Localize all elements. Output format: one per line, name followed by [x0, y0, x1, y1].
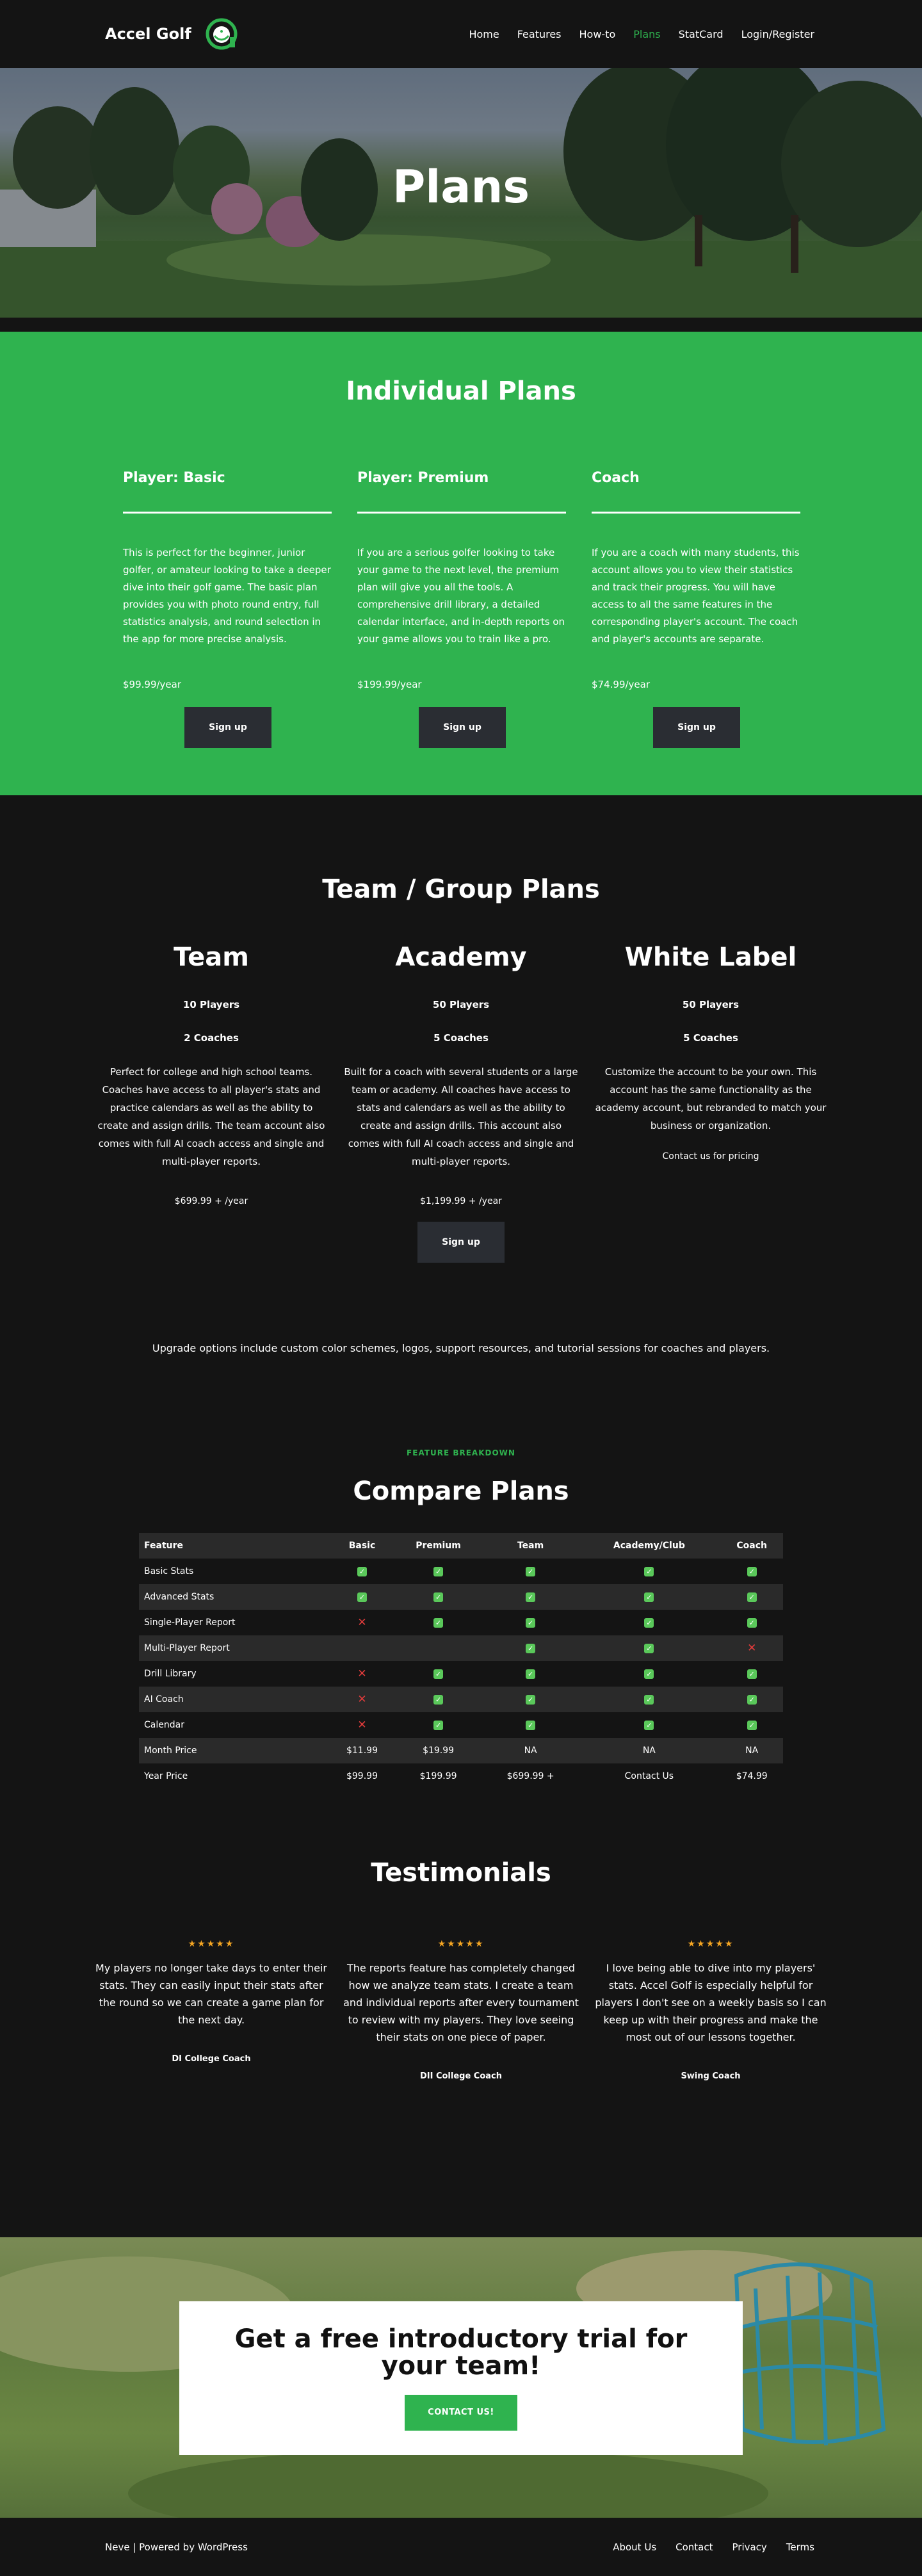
plan-description: If you are a coach with many students, this account allows you to view their statistics and track their progress. You will have access to all the same features in the corresponding player's account. The coach and player's accounts are separate. — [592, 547, 800, 645]
checkmark-icon: ✓ — [526, 1644, 535, 1653]
testimonial-quote: I love being able to dive into my players' stats. Accel Golf is especially helpful for players I don't see on a weekly basis so I can keep up with their progress and make the most out of our lessons together. — [595, 1962, 827, 2043]
table-cell: $199.99 — [419, 1771, 457, 1781]
table-row — [139, 1738, 783, 1763]
plan-name: Team — [174, 943, 249, 972]
upgrade-note: Upgrade options include custom color schemes, logos, support resources, and tutorial sessions for coaches and players. — [152, 1342, 770, 1354]
nav-features[interactable]: Features — [517, 28, 562, 40]
checkmark-icon: ✓ — [526, 1592, 535, 1602]
hero-banner — [0, 68, 922, 318]
included-cell — [483, 1712, 578, 1738]
trial-cta-box — [179, 2301, 743, 2455]
feature-breakdown-label: FEATURE BREAKDOWN — [407, 1448, 515, 1457]
included-cell — [393, 1661, 483, 1687]
checkmark-icon: ✓ — [433, 1618, 443, 1628]
plan-card-white-label — [586, 943, 836, 1206]
not-included-cell — [331, 1661, 394, 1687]
not-included-cell — [720, 1635, 783, 1661]
individual-plans-section — [0, 332, 922, 795]
players-count: 50 Players — [682, 999, 740, 1010]
included-cell — [393, 1610, 483, 1635]
checkmark-icon: ✓ — [357, 1592, 367, 1602]
testimonial-card — [591, 1939, 830, 2081]
plan-price: $699.99 + /year — [174, 1196, 248, 1206]
table-cell: NA — [720, 1738, 783, 1763]
feature-name: Month Price — [139, 1738, 331, 1763]
plan-price: $1,199.99 + /year — [420, 1196, 502, 1206]
footer-nav — [613, 2541, 814, 2553]
checkmark-icon: ✓ — [357, 1567, 367, 1576]
table-row — [139, 1610, 783, 1635]
individual-plans-grid — [0, 470, 922, 748]
footer-credit[interactable]: Neve | Powered by WordPress — [105, 2541, 248, 2553]
plan-description: Built for a coach with several students or a large team or academy. All coaches have access to stats and calendars as well as the ability to create and assign drills. This account also comes with full AI coach access and single and multi-player reports. — [344, 1066, 578, 1167]
footer-terms[interactable]: Terms — [786, 2541, 814, 2553]
checkmark-icon: ✓ — [747, 1592, 757, 1602]
included-cell — [720, 1610, 783, 1635]
checkmark-icon: ✓ — [644, 1592, 654, 1602]
footer-about-us[interactable]: About Us — [613, 2541, 657, 2553]
plan-name: Player: Basic — [123, 470, 225, 486]
testimonial-card — [341, 1939, 581, 2081]
section-divider — [0, 318, 922, 332]
table-cell: NA — [578, 1738, 720, 1763]
checkmark-icon: ✓ — [433, 1592, 443, 1602]
players-count: 50 Players — [432, 999, 490, 1010]
column-header: Coach — [720, 1533, 783, 1559]
table-row — [139, 1661, 783, 1687]
plan-card-academy — [336, 943, 586, 1206]
checkmark-icon: ✓ — [526, 1618, 535, 1628]
included-cell — [393, 1687, 483, 1712]
included-cell — [578, 1559, 720, 1584]
included-cell — [483, 1584, 578, 1610]
checkmark-icon: ✓ — [526, 1567, 535, 1576]
testimonial-quote: The reports feature has completely changed how we analyze team stats. I create a team and individual reports after every tournament to review with my players. They love seeing their stats on one piece of paper. — [343, 1962, 579, 2043]
included-cell — [393, 1559, 483, 1584]
checkmark-icon: ✓ — [433, 1721, 443, 1730]
testimonial-card — [92, 1939, 331, 2081]
sign-up-coach-button[interactable]: Sign up — [653, 707, 740, 748]
included-cell — [720, 1584, 783, 1610]
testimonial-quote: My players no longer take days to enter their stats. They can easily input their stats after the round so we can create a game plan for the next day. — [95, 1962, 327, 2026]
table-cell: NA — [483, 1738, 578, 1763]
table-cell: $19.99 — [393, 1738, 483, 1763]
included-cell — [578, 1635, 720, 1661]
feature-name: Single-Player Report — [144, 1617, 236, 1628]
column-header: Premium — [393, 1533, 483, 1559]
nav-login-register[interactable]: Login/Register — [741, 28, 814, 40]
team-plans-section — [0, 795, 922, 1397]
included-cell — [578, 1610, 720, 1635]
five-star-rating-icon: ★★★★★ — [188, 1939, 235, 1949]
checkmark-icon: ✓ — [747, 1567, 757, 1576]
compare-table — [139, 1533, 783, 1789]
page-title: Plans — [392, 161, 530, 213]
checkmark-icon: ✓ — [747, 1695, 757, 1705]
table-cell — [393, 1635, 483, 1661]
checkmark-icon: ✓ — [526, 1695, 535, 1705]
checkmark-icon: ✓ — [644, 1721, 654, 1730]
column-header: Academy/Club — [578, 1533, 720, 1559]
site-footer — [0, 2518, 922, 2576]
column-header: Team — [483, 1533, 578, 1559]
footer-contact[interactable]: Contact — [675, 2541, 713, 2553]
testimonials-grid — [0, 1939, 922, 2081]
team-signup-wrap — [0, 1222, 922, 1263]
team-plans-title: Team / Group Plans — [322, 875, 600, 904]
plan-card-coach — [592, 470, 800, 748]
included-cell — [720, 1712, 783, 1738]
main-nav — [469, 28, 814, 40]
table-header-row — [139, 1533, 783, 1559]
compare-plans-title: Compare Plans — [353, 1477, 569, 1506]
feature-name: Advanced Stats — [139, 1584, 331, 1610]
included-cell — [483, 1635, 578, 1661]
checkmark-icon: ✓ — [644, 1669, 654, 1679]
plan-card-premium — [357, 470, 566, 748]
table-row — [139, 1712, 783, 1738]
table-cell: Contact Us — [624, 1771, 674, 1781]
included-cell — [483, 1559, 578, 1584]
feature-name: Year Price — [144, 1771, 188, 1781]
included-cell — [578, 1661, 720, 1687]
sign-up-basic-button[interactable]: Sign up — [184, 707, 271, 748]
included-cell — [331, 1559, 394, 1584]
table-row — [139, 1687, 783, 1712]
cross-icon: ✕ — [357, 1667, 367, 1680]
checkmark-icon: ✓ — [747, 1721, 757, 1730]
brand[interactable] — [105, 18, 238, 50]
column-header: Basic — [331, 1533, 394, 1559]
column-header: Feature — [139, 1533, 331, 1559]
coaches-count: 5 Coaches — [683, 1032, 738, 1044]
plan-price: $99.99/year — [123, 679, 182, 690]
testimonial-author: DII College Coach — [419, 2071, 503, 2081]
cross-icon: ✕ — [747, 1642, 757, 1655]
plan-description: Customize the account to be your own. This account has the same functionality as the academy account, but rebranded to match your business or organization. — [595, 1066, 827, 1131]
plan-name: White Label — [624, 943, 797, 972]
five-star-rating-icon: ★★★★★ — [687, 1939, 734, 1949]
golf-ball-logo-icon[interactable] — [206, 18, 238, 50]
plan-description: Perfect for college and high school teams. Coaches have access to all player's stats and practice calendars as well as the ability to create and assign drills. The team account also comes with full AI coach access and single and multi-player reports. — [97, 1066, 325, 1167]
coaches-count: 5 Coaches — [433, 1032, 489, 1044]
included-cell — [393, 1712, 483, 1738]
checkmark-icon: ✓ — [433, 1695, 443, 1705]
contact-us-button[interactable]: CONTACT US! — [405, 2395, 517, 2431]
feature-name: Drill Library — [144, 1669, 197, 1679]
plan-divider — [357, 512, 566, 514]
checkmark-icon: ✓ — [747, 1618, 757, 1628]
players-count: 10 Players — [182, 999, 240, 1010]
cross-icon: ✕ — [357, 1719, 367, 1731]
footer-privacy[interactable]: Privacy — [732, 2541, 767, 2553]
plan-name: Academy — [395, 943, 527, 972]
cross-icon: ✕ — [357, 1616, 367, 1629]
plan-price: $199.99/year — [357, 679, 422, 690]
testimonial-author: Swing Coach — [681, 2071, 741, 2081]
plan-description: If you are a serious golfer looking to take your game to the next level, the premium plan will give you all the tools. A comprehensive drill library, a detailed calendar interface, and in-depth reports on your game allows you to train like a pro. — [357, 547, 565, 645]
table-cell: $11.99 — [331, 1738, 394, 1763]
testimonial-author: DI College Coach — [172, 2054, 251, 2064]
checkmark-icon: ✓ — [644, 1567, 654, 1576]
coaches-count: 2 Coaches — [184, 1032, 239, 1044]
included-cell — [578, 1712, 720, 1738]
feature-name: Basic Stats — [144, 1566, 194, 1576]
included-cell — [483, 1687, 578, 1712]
table-row — [139, 1763, 783, 1789]
table-row — [139, 1584, 783, 1610]
plan-divider — [123, 512, 332, 514]
feature-name: Multi-Player Report — [139, 1635, 331, 1661]
not-included-cell — [331, 1712, 394, 1738]
table-row — [139, 1559, 783, 1584]
nav-how-to[interactable]: How-to — [579, 28, 616, 40]
table-cell: $74.99 — [736, 1771, 768, 1781]
plan-name: Coach — [592, 470, 640, 486]
table-cell: $699.99 + — [506, 1771, 554, 1781]
testimonials-section — [0, 1858, 922, 2237]
plan-description: This is perfect for the beginner, junior golfer, or amateur looking to take a deeper dive into their golf game. The basic plan provides you with photo round entry, full statistics analysis, and round selection in the app for more precise analysis. — [123, 547, 331, 645]
contact-for-pricing: Contact us for pricing — [662, 1151, 759, 1162]
plan-card-team — [86, 943, 336, 1206]
table-cell — [331, 1635, 394, 1661]
site-header — [0, 0, 922, 68]
not-included-cell — [331, 1687, 394, 1712]
plan-card-basic — [123, 470, 332, 748]
compare-table-body — [139, 1559, 783, 1789]
included-cell — [483, 1610, 578, 1635]
included-cell — [578, 1687, 720, 1712]
plan-price: $74.99/year — [592, 679, 651, 690]
checkmark-icon: ✓ — [644, 1695, 654, 1705]
checkmark-icon: ✓ — [433, 1669, 443, 1679]
sign-up-premium-button[interactable]: Sign up — [419, 707, 506, 748]
included-cell — [331, 1584, 394, 1610]
nav-home[interactable]: Home — [469, 28, 499, 40]
not-included-cell — [331, 1610, 394, 1635]
checkmark-icon: ✓ — [644, 1618, 654, 1628]
plan-name: Player: Premium — [357, 470, 489, 486]
sign-up-team-button[interactable]: Sign up — [417, 1222, 505, 1263]
nav-plans[interactable]: Plans — [633, 28, 661, 40]
checkmark-icon: ✓ — [433, 1567, 443, 1576]
feature-name: AI Coach — [139, 1687, 331, 1712]
included-cell — [720, 1559, 783, 1584]
brand-name[interactable]: Accel Golf — [105, 25, 191, 43]
compare-plans-section — [0, 1397, 922, 1858]
checkmark-icon: ✓ — [526, 1721, 535, 1730]
cross-icon: ✕ — [357, 1693, 367, 1706]
checkmark-icon: ✓ — [644, 1644, 654, 1653]
checkmark-icon: ✓ — [526, 1669, 535, 1679]
checkmark-icon: ✓ — [747, 1669, 757, 1679]
table-cell: $99.99 — [346, 1771, 378, 1781]
included-cell — [720, 1661, 783, 1687]
individual-plans-title: Individual Plans — [346, 377, 576, 406]
testimonials-title: Testimonials — [371, 1858, 551, 1888]
included-cell — [483, 1661, 578, 1687]
included-cell — [720, 1687, 783, 1712]
included-cell — [393, 1584, 483, 1610]
feature-name: Calendar — [144, 1720, 184, 1730]
nav-statcard[interactable]: StatCard — [678, 28, 724, 40]
five-star-rating-icon: ★★★★★ — [437, 1939, 485, 1949]
table-row — [139, 1635, 783, 1661]
included-cell — [578, 1584, 720, 1610]
team-plans-grid — [0, 943, 922, 1206]
trial-cta-section — [0, 2237, 922, 2518]
plan-divider — [592, 512, 800, 514]
trial-cta-title: Get a free introductory trial for your team! — [234, 2324, 688, 2381]
